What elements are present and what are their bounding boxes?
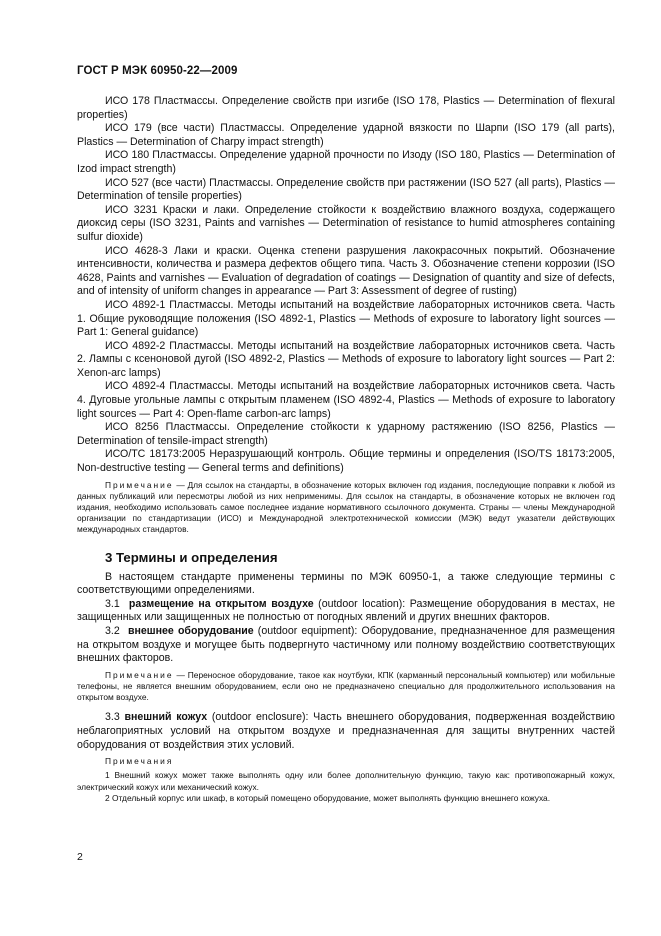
term-number: 3.2: [105, 625, 120, 638]
term-name: размещение на открытом воздухе: [128, 597, 314, 610]
note-label: Примечание: [105, 669, 174, 680]
term-definition: (outdoor enclosure): Часть внешнего оборудования, подверженная воздействию неблагоприятных условий на открытом воздухе и предназначенная для защиты внутренних частей оборудования от воздействия этих условий.: [77, 711, 615, 751]
note-text: — Для ссылок на стандарты, в обозначение которых включен год издания, последующие поправки к любой из данных публикаций или пересмотры любой из них неприменимы. Для ссылок на стандарты, в обозначение которых не включен год издания, необходимо использовать самое последнее издание нормативного ссылочного документа. Страны — члены Международной организации по стандартизации (ИСО) и Международной электротехнической комиссии (МЭК) ведут указатели действующих международных стандартов.: [77, 479, 616, 535]
reference-iso-178: ИСО 178 Пластмассы. Определение свойств при изгибе (ISO 178, Plastics — Determination of flexural properties): [77, 95, 615, 121]
reference-iso-527: ИСО 527 (все части) Пластмассы. Определение свойств при растяжении (ISO 527 (all parts), Plastics — Determination of tensile properties): [77, 176, 615, 203]
note-label: Примечание: [105, 479, 174, 490]
note-item-1: 1 Внешний кожух может также выполнять одну или более дополнительную функцию, такую как: противопожарный кожух, электрический кожух или механический кожух.: [77, 770, 615, 792]
term-3-2: [77, 625, 615, 666]
references-note: [77, 480, 615, 536]
term-number: 3.3: [105, 711, 120, 724]
section-intro: В настоящем стандарте применены термины по МЭК 60950-1, а также следующие термины с соответствующими определениями.: [77, 570, 615, 597]
note-text: — Переносное оборудование, такое как ноутбуки, КПК (карманный персональный компьютер) или мобильные телефоны, не является внешним оборудованием, если оно не предназначено специально для продолжительного использования на открытом воздухе.: [77, 669, 615, 703]
note-item-2: 2 Отдельный корпус или шкаф, в который помещено оборудование, может выполнять функцию внешнего кожуха.: [105, 792, 551, 803]
term-3-3: [77, 711, 615, 752]
notes-heading: Примечания: [105, 756, 174, 767]
document-code-header: ГОСТ Р МЭК 60950-22—2009: [77, 65, 238, 77]
reference-iso-4892-1: ИСО 4892-1 Пластмассы. Методы испытаний на воздействие лабораторных источников света. Часть 1. Общие руководящие положения (ISO 4892-1, Plastics — Methods of exposure to laboratory light sources — Part 1: General guidance): [77, 298, 615, 339]
page-content: [77, 95, 615, 804]
reference-iso-4628-3: ИСО 4628-3 Лаки и краски. Оценка степени разрушения лакокрасочных покрытий. Обозначение интенсивности, количества и размера дефектов общего типа. Часть 3. Обозначение степени коррозии (ISO 4628, Paints and varnishes — Evaluation of degradation of coatings — Designation of quantity and size of defects, and of intensity of uniform changes in appearance — Part 3: Assessment of degree of rusting): [77, 244, 615, 298]
term-definition: (outdoor equipment): Оборудование, предназначенное для размещения на открытом воздухе и могущее быть подвергнуто частичному или полному воздействию соответствующих внешних факторов.: [77, 625, 615, 665]
term-definition: (outdoor location): Размещение оборудования в местах, не защищенных или защищенных не полностью от погодных явлений и других внешних факторов.: [77, 597, 616, 624]
section-heading: 3 Термины и определения: [105, 549, 278, 565]
term-name: внешний кожух: [124, 711, 208, 724]
term-note: [77, 670, 615, 704]
page-number: 2: [77, 851, 83, 863]
reference-iso-180: ИСО 180 Пластмассы. Определение ударной прочности по Изоду (ISO 180, Plastics — Determination of Izod impact strength): [77, 149, 615, 175]
reference-iso-ts-18173: ИСО/ТС 18173:2005 Неразрушающий контроль. Общие термины и определения (ISO/TS 18173:2005, Non-destructive testing — General terms and definitions): [77, 448, 615, 475]
term-number: 3.1: [105, 597, 120, 610]
reference-iso-3231: ИСО 3231 Краски и лаки. Определение стойкости к воздействию влажного воздуха, содержащего диоксид серы (ISO 3231, Paints and varnishes — Determination of resistance to humid atmospheres containing sulfur dioxide): [77, 203, 615, 243]
term-3-1: [77, 598, 615, 625]
reference-iso-179: ИСО 179 (все части) Пластмассы. Определение ударной вязкости по Шарпи (ISO 179 (all parts), Plastics — Determination of Charpy impact strength): [77, 122, 615, 148]
reference-iso-8256: ИСО 8256 Пластмассы. Определение стойкости к ударному растяжению (ISO 8256, Plastics — Determination of tensile-impact strength): [77, 421, 615, 447]
reference-iso-4892-2: ИСО 4892-2 Пластмассы. Методы испытаний на воздействие лабораторных источников света. Часть 2. Лампы с ксеноновой дугой (ISO 4892-2, Plastics — Methods of exposure to laboratory light sources — Part 2: Xenon-arc lamps): [77, 339, 615, 379]
term-name: внешнее оборудование: [128, 625, 254, 638]
reference-iso-4892-4: ИСО 4892-4 Пластмассы. Методы испытаний на воздействие лабораторных источников света. Часть 4. Дуговые угольные лампы с открытым пламенем (ISO 4892-4, Plastics — Methods of exposure to laboratory light sources — Part 4: Open-flame carbon-arc lamps): [77, 380, 615, 420]
